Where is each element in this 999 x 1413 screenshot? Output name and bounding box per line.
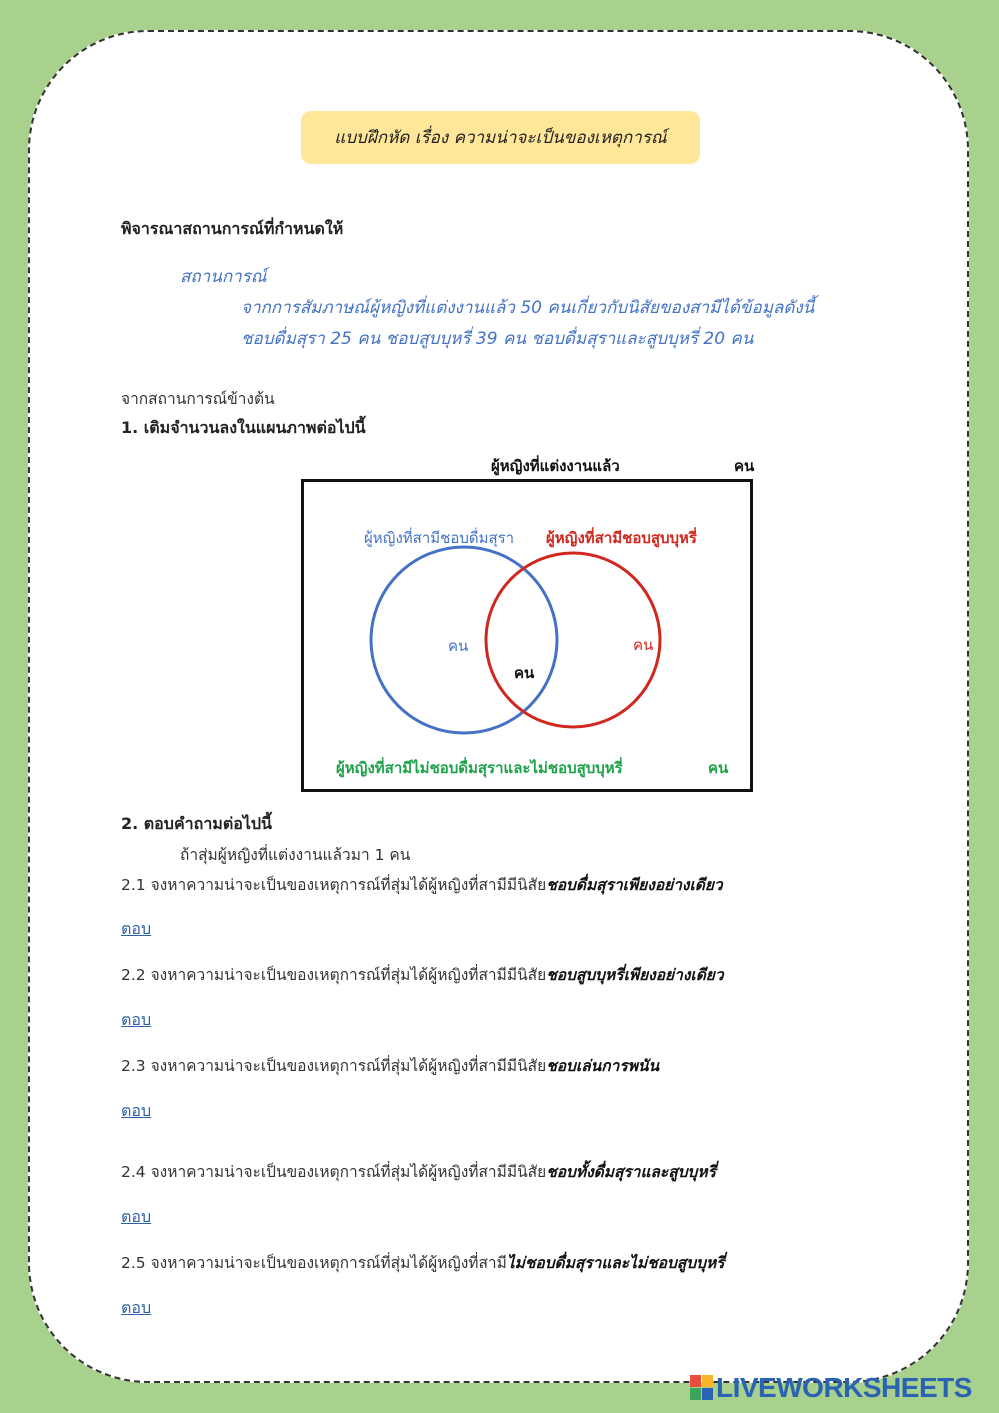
answer-link-2-3[interactable]: ตอบ: [121, 1101, 152, 1120]
question-2-3: 2.3 จงหาความน่าจะเป็นของเหตุการณ์ที่สุ่มได้ผู้หญิงที่สามีมีนิสัยชอบเล่นการพนัน: [121, 1057, 660, 1075]
set-b-label: ผู้หญิงที่สามีชอบสูบบุหรี่: [546, 529, 697, 547]
outside-label: ผู้หญิงที่สามีไม่ชอบดื่มสุราและไม่ชอบสูบบุหรี่: [336, 759, 623, 777]
situation-line-1: จากการสัมภาษณ์ผู้หญิงที่แต่งงานแล้ว 50 คนเกี่ยวกับนิสัยของสามีได้ข้อมูลดังนี้: [241, 298, 815, 318]
set-a-label: ผู้หญิงที่สามีชอบดื่มสุรา: [364, 529, 515, 547]
venn-diagram: [301, 479, 753, 792]
section2-lead: ถ้าสุ่มผู้หญิงที่แต่งงานแล้วมา 1 คน: [180, 846, 411, 864]
question-2-1: 2.1 จงหาความน่าจะเป็นของเหตุการณ์ที่สุ่มได้ผู้หญิงที่สามีมีนิสัยชอบดื่มสุราเพียงอย่างเดียว: [121, 876, 723, 894]
liveworksheets-logo[interactable]: [690, 1373, 972, 1403]
question-emphasis: ชอบเล่นการพนัน: [546, 1057, 660, 1075]
instruction-text: พิจารณาสถานการณ์ที่กำหนดให้: [121, 219, 344, 238]
intersection-unit: คน: [514, 664, 535, 682]
answer-link-2-2[interactable]: ตอบ: [121, 1010, 152, 1029]
question-emphasis: ชอบดื่มสุราเพียงอย่างเดียว: [546, 876, 723, 894]
section1-heading: 1. เติมจำนวนลงในแผนภาพต่อไปนี้: [121, 418, 366, 437]
universe-unit: คน: [734, 457, 755, 475]
situation-label: สถานการณ์: [180, 267, 267, 287]
logo-text: LIVEWORKSHEETS: [716, 1372, 972, 1403]
outside-unit: คน: [708, 759, 729, 777]
page-title-text: แบบฝึกหัด เรื่อง ความน่าจะเป็นของเหตุการณ์: [334, 128, 667, 148]
answer-link-2-5[interactable]: ตอบ: [121, 1298, 152, 1317]
a-only-unit: คน: [448, 637, 469, 655]
page-title: [301, 111, 700, 164]
universe-label: ผู้หญิงที่แต่งงานแล้ว: [491, 457, 620, 475]
b-only-unit: คน: [633, 636, 654, 654]
liveworksheets-logo-icon: [690, 1375, 714, 1401]
answer-link-2-1[interactable]: ตอบ: [121, 919, 152, 938]
question-2-2: 2.2 จงหาความน่าจะเป็นของเหตุการณ์ที่สุ่มได้ผู้หญิงที่สามีมีนิสัยชอบสูบบุหรี่เพียงอย่างเดียว: [121, 966, 724, 984]
situation-line-2: ชอบดื่มสุรา 25 คน ชอบสูบบุหรี่ 39 คน ชอบดื่มสุราและสูบบุหรี่ 20 คน: [241, 329, 754, 349]
section1-lead: จากสถานการณ์ข้างต้น: [121, 390, 275, 408]
answer-link-2-4[interactable]: ตอบ: [121, 1207, 152, 1226]
question-emphasis: ชอบสูบบุหรี่เพียงอย่างเดียว: [546, 966, 724, 984]
question-emphasis: ชอบทั้งดื่มสุราและสูบบุหรี่: [546, 1163, 716, 1181]
section2-heading: 2. ตอบคำถามต่อไปนี้: [121, 814, 272, 833]
question-2-4: 2.4 จงหาความน่าจะเป็นของเหตุการณ์ที่สุ่มได้ผู้หญิงที่สามีมีนิสัยชอบทั้งดื่มสุราและสูบบุหรี่: [121, 1163, 716, 1181]
question-2-5: 2.5 จงหาความน่าจะเป็นของเหตุการณ์ที่สุ่มได้ผู้หญิงที่สามีไม่ชอบดื่มสุราและไม่ชอบสูบบุหรี่: [121, 1254, 725, 1272]
question-emphasis: ไม่ชอบดื่มสุราและไม่ชอบสูบบุหรี่: [506, 1254, 725, 1272]
